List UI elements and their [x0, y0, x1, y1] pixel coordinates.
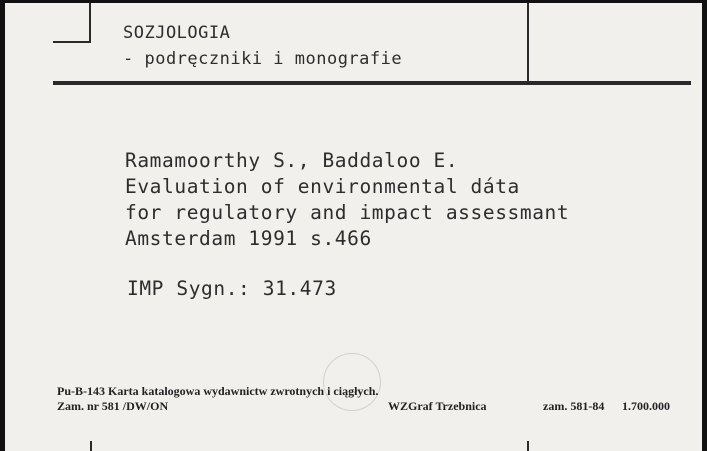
imprint: Amsterdam 1991 s.466	[125, 227, 372, 250]
title-line-1: Evaluation of environmental dáta	[125, 175, 520, 198]
call-number: IMP Sygn.: 31.473	[127, 277, 337, 300]
authors: Ramamoorthy S., Baddaloo E.	[125, 149, 459, 172]
header-divider	[53, 81, 691, 85]
stamp-mark	[323, 353, 381, 411]
printer-name: WZGraf Trzebnica	[388, 399, 487, 413]
left-header-underline	[53, 41, 91, 43]
left-header-rule	[89, 3, 91, 43]
category-heading: SOZJOLOGIA	[123, 23, 231, 43]
bottom-tick-left	[90, 441, 92, 451]
form-description: Pu-B-143 Karta katalogowa wydawnictw zwrotnych i ciągłych.	[57, 384, 379, 398]
title-line-2: for regulatory and impact assessmant	[125, 201, 570, 224]
right-header-rule	[527, 3, 529, 83]
printer-order: zam. 581-84	[543, 399, 605, 413]
print-run: 1.700.000	[622, 399, 670, 413]
subcategory-heading: - podręczniki i monografie	[123, 49, 403, 69]
bottom-tick-right	[527, 441, 529, 451]
order-number: Zam. nr 581 /DW/ON	[57, 399, 169, 413]
